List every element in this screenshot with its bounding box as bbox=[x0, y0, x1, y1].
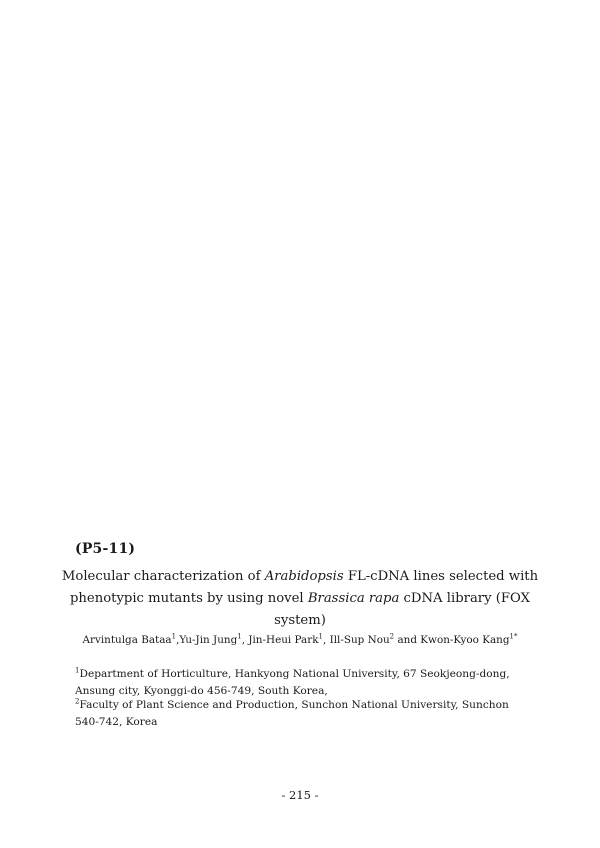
author-name: Jin-Heui Park bbox=[248, 634, 319, 646]
affiliation-text: Department of Horticulture, Hankyong National University, 67 Seokjeong-dong, Ansung city, Kyonggi-do 456-749, South Korea, bbox=[75, 668, 510, 697]
title-italic-brassica: Brassica rapa bbox=[307, 591, 400, 606]
title-text-1: Molecular characterization of bbox=[61, 569, 265, 584]
affiliation-number: 2 bbox=[75, 697, 80, 706]
author-name: Kwon-Kyoo Kang bbox=[420, 634, 510, 646]
author-affiliation-mark: 1 bbox=[318, 632, 323, 641]
title-italic-arabidopsis: Arabidopsis bbox=[264, 569, 344, 584]
abstract-title bbox=[60, 566, 540, 632]
author-separator: , bbox=[241, 634, 249, 646]
author-affiliation-mark: 1 bbox=[171, 632, 177, 641]
author-name: Yu-Jin Jung bbox=[179, 634, 238, 646]
author-separator: and bbox=[394, 634, 421, 646]
affiliation-1 bbox=[75, 666, 535, 700]
author-name: Arvintulga Bataa bbox=[82, 634, 172, 646]
author-list bbox=[60, 632, 540, 648]
page-number: - 215 - bbox=[281, 788, 319, 802]
abstract-code: (P5-11) bbox=[75, 541, 136, 557]
author-separator: , bbox=[176, 634, 180, 646]
affiliation-number: 1 bbox=[75, 666, 80, 675]
author-separator: , bbox=[322, 634, 330, 646]
title-text-3: cDNA library (FOX system) bbox=[274, 591, 531, 628]
author-affiliation-mark: 2 bbox=[389, 632, 395, 641]
author-name: Ill-Sup Nou bbox=[329, 634, 390, 646]
title-text-2: FL-cDNA lines selected with phenotypic mutants by using novel bbox=[69, 569, 539, 606]
affiliation-2 bbox=[75, 697, 535, 731]
affiliation-text: Faculty of Plant Science and Production, Sunchon National University, Sunchon 540-742, Korea bbox=[75, 699, 509, 728]
author-affiliation-mark: 1* bbox=[509, 632, 518, 641]
author-affiliation-mark: 1 bbox=[237, 632, 242, 641]
